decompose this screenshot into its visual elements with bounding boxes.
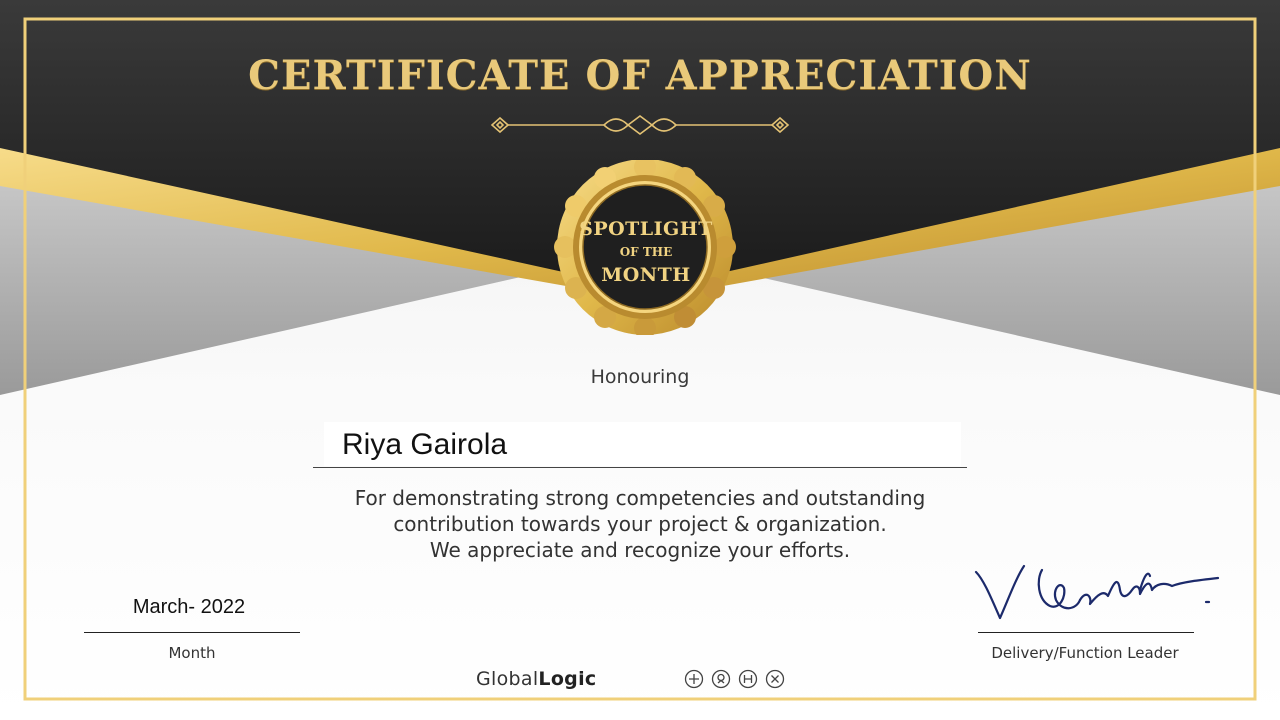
recipient-name: Riya Gairola xyxy=(342,428,508,461)
r-circle-icon xyxy=(711,669,731,689)
leader-label: Delivery/Function Leader xyxy=(991,644,1179,662)
globallogic-logo xyxy=(476,668,596,690)
leader-underline xyxy=(978,632,1194,633)
badge-line-3: MONTH xyxy=(601,264,691,286)
certificate-title: CERTIFICATE OF APPRECIATION xyxy=(248,52,1032,99)
h-circle-icon xyxy=(738,669,758,689)
badge-line-1: SPOTLIGHT xyxy=(579,218,713,240)
footer-icons xyxy=(684,669,785,689)
month-label: Month xyxy=(168,644,216,662)
plus-circle-icon xyxy=(684,669,704,689)
description-line-1: For demonstrating strong competencies and outstanding xyxy=(354,486,926,510)
leader-signature xyxy=(968,560,1236,630)
badge-line-2: OF THE xyxy=(619,245,673,259)
month-underline xyxy=(84,632,300,633)
ornament-divider-icon xyxy=(488,112,792,138)
recipient-name-underline xyxy=(313,467,967,468)
month-value: March- 2022 xyxy=(132,596,246,618)
logo-part-2: Logic xyxy=(538,668,597,690)
logo-part-1: Global xyxy=(476,668,539,690)
description-line-2: contribution towards your project & organization. xyxy=(393,512,887,536)
x-circle-icon xyxy=(765,669,785,689)
description-line-3: We appreciate and recognize your efforts. xyxy=(429,538,851,562)
honouring-label: Honouring xyxy=(590,366,690,388)
